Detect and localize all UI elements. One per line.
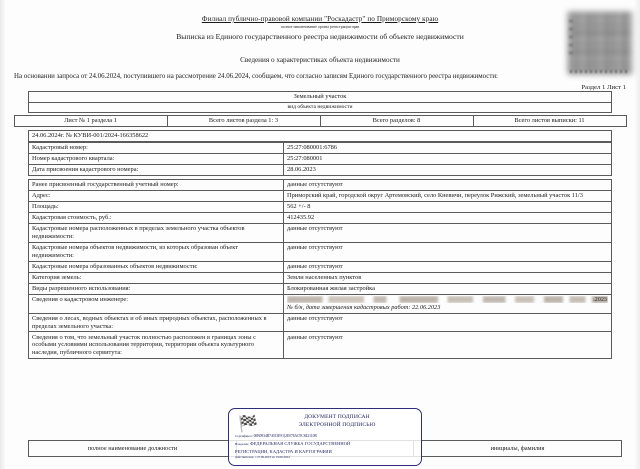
russian-coat-of-arms-icon: 🏁 [238, 416, 258, 433]
table-row [29, 191, 612, 202]
sheet-of-section-cell: Лист № 1 раздела 1 [14, 116, 167, 127]
qr-tick [569, 44, 573, 46]
table-row [29, 102, 612, 112]
sheet-counts-table [14, 115, 627, 127]
validity-line: Действителен: с 27.06.2023 по 19.09.2024 [235, 454, 290, 459]
table-row [14, 116, 626, 127]
total-sections-cell: Всего разделов: 8 [320, 116, 473, 127]
row-label: Категория земель: [29, 272, 284, 283]
table-row [29, 180, 612, 191]
row-value: данные отсутствуют [284, 224, 612, 243]
section-sheet-label: Раздел 1 Лист 1 [581, 83, 626, 91]
document-title: Выписка из Единого государственного реестра недвижимости об объекте недвижимости [176, 32, 464, 42]
table-row [29, 224, 612, 243]
row-value: 25:27:080001:6786 [284, 142, 612, 153]
object-type-caption-cell: вид объекта недвижимости [29, 102, 612, 112]
organization-caption: полное наименование органа регистрации прав [280, 24, 360, 29]
row-label: Кадастровый номер: [29, 142, 284, 153]
request-number-cell: 24.06.2024г. № КУВИ-001/2024-166358622 [29, 130, 612, 141]
row-label: Номер кадастрового квартала: [29, 153, 284, 164]
row-label: Кадастровые номера расположенных в пределах земельного участка объектов недвижимости: [29, 224, 284, 243]
issuer-label: Владелец: [235, 441, 250, 446]
cadastral-engineer-row [29, 294, 612, 313]
row-value: 28.06.2023 [284, 164, 612, 175]
table-row [29, 164, 612, 175]
qr-code-icon [568, 12, 632, 74]
electronic-signature-stamp [228, 408, 422, 466]
table-row [29, 213, 612, 224]
row-label: Адрес: [29, 191, 284, 202]
object-type-table [28, 91, 612, 113]
qr-tick [569, 52, 573, 54]
qr-tick [569, 36, 573, 38]
table-row [29, 272, 612, 283]
issuer-line [235, 440, 417, 448]
row-label: Площадь: [29, 202, 284, 213]
request-basis-line: На основании запроса от 24.06.2024, поступившего на рассмотрение 24.06.2024, сообщаем, что согласно записям Единого государственного реестра недвижимости: [14, 72, 498, 80]
row-value: данные отсутствуют [284, 242, 612, 261]
row-label: Сведения о том, что земельный участок полностью расположен в границах зоны с особыми условиями использования территории, территории объекта культурного наследия, публичного сервитута: [29, 332, 284, 359]
row-label: Дата присвоения кадастрового номера: [29, 164, 284, 175]
position-label-cell: полное наименование должности [29, 441, 237, 457]
table-row [29, 242, 612, 261]
issuer-line-2: РЕГИСТРАЦИИ, КАДАСТРА И КАРТОГРАФИИ [235, 448, 332, 454]
row-label: Виды разрешенного использования: [29, 283, 284, 294]
row-value: Земли населенных пунктов [284, 272, 612, 283]
initials-label-cell: инициалы, фамилия [414, 441, 622, 457]
table-row [29, 313, 612, 332]
organization-name: Филиал публично-правовой компании "Роскадастр" по Приморскому краю [201, 15, 439, 23]
qr-tick [569, 20, 573, 22]
row-value: данные отсутствуют [284, 180, 612, 191]
row-value: данные отсутствуют [284, 332, 612, 359]
signature-stamp-details [235, 434, 417, 460]
qr-bottom-strip [570, 70, 630, 73]
table-row [29, 202, 612, 213]
row-label: Кадастровая стоимость, руб.: [29, 213, 284, 224]
row-label: Сведения о лесах, водных объектах и об иных природных объектах, расположенных в пределах земельного участка: [29, 313, 284, 332]
signature-stamp-heading [262, 413, 412, 430]
row-label: Ранее присвоенный государственный учетный номер: [29, 180, 284, 191]
section-title: Сведения о характеристиках объекта недвижимости [240, 55, 400, 64]
redacted-engineer-details [287, 296, 608, 303]
table-row [29, 283, 612, 294]
row-label: Сведения о кадастровом инженере: [29, 294, 284, 313]
qr-tick [569, 28, 573, 30]
redacted-year-tail: .2023 [593, 296, 607, 303]
document-header [0, 0, 640, 64]
table-row [29, 91, 612, 102]
redaction-blur [287, 296, 608, 303]
row-value: данные отсутствуют [284, 313, 612, 332]
total-sheets-extract-cell: Всего листов выписки: 11 [473, 116, 626, 127]
object-type-cell: Земельный участок [29, 91, 612, 102]
table-row [29, 130, 612, 141]
certificate-value: 00B0934B74013E91[2E076AC9C842110B [253, 434, 317, 438]
engineer-works-date: № б/н, дата завершения кадастровых работ: 22.06.2023 [287, 303, 441, 311]
table-row [29, 142, 612, 153]
table-row [29, 332, 612, 359]
row-value: 412435.92 [284, 213, 612, 224]
page-edge-right [634, 0, 640, 469]
row-value: Приморский край, городской округ Артемовский, село Кневичи, переулок Рижский, земельный участок 11/3 [284, 191, 612, 202]
row-value: Блокированная жилая застройка [284, 283, 612, 294]
request-number-table [28, 130, 612, 142]
table-row [29, 153, 612, 164]
issuer-line-1: ФЕДЕРАЛЬНАЯ СЛУЖБА ГОСУДАРСТВЕННОЙ [250, 440, 351, 446]
object-characteristics-table [28, 179, 612, 359]
row-value: данные отсутствуют [284, 261, 612, 272]
qr-code-pattern [568, 12, 632, 74]
page-edge-left [0, 0, 6, 469]
total-sheets-section-cell: Всего листов раздела 1: 3 [167, 116, 320, 127]
cadastral-ids-table [28, 142, 612, 176]
signature-heading-line-1: ДОКУМЕНТ ПОДПИСАН [304, 414, 370, 420]
table-row [29, 261, 612, 272]
row-value: 25:27:080001 [284, 153, 612, 164]
row-label: Кадастровые номера объектов недвижимости, из которых образован объект недвижимости: [29, 242, 284, 261]
signature-heading-line-2: ЭЛЕКТРОННОЙ ПОДПИСЬЮ [298, 422, 376, 429]
certificate-label: Сертификат: [235, 434, 253, 438]
row-value: 562 +/- 8 [284, 202, 612, 213]
row-label: Кадастровые номера образованных объектов недвижимости: [29, 261, 284, 272]
row-value [284, 294, 612, 313]
